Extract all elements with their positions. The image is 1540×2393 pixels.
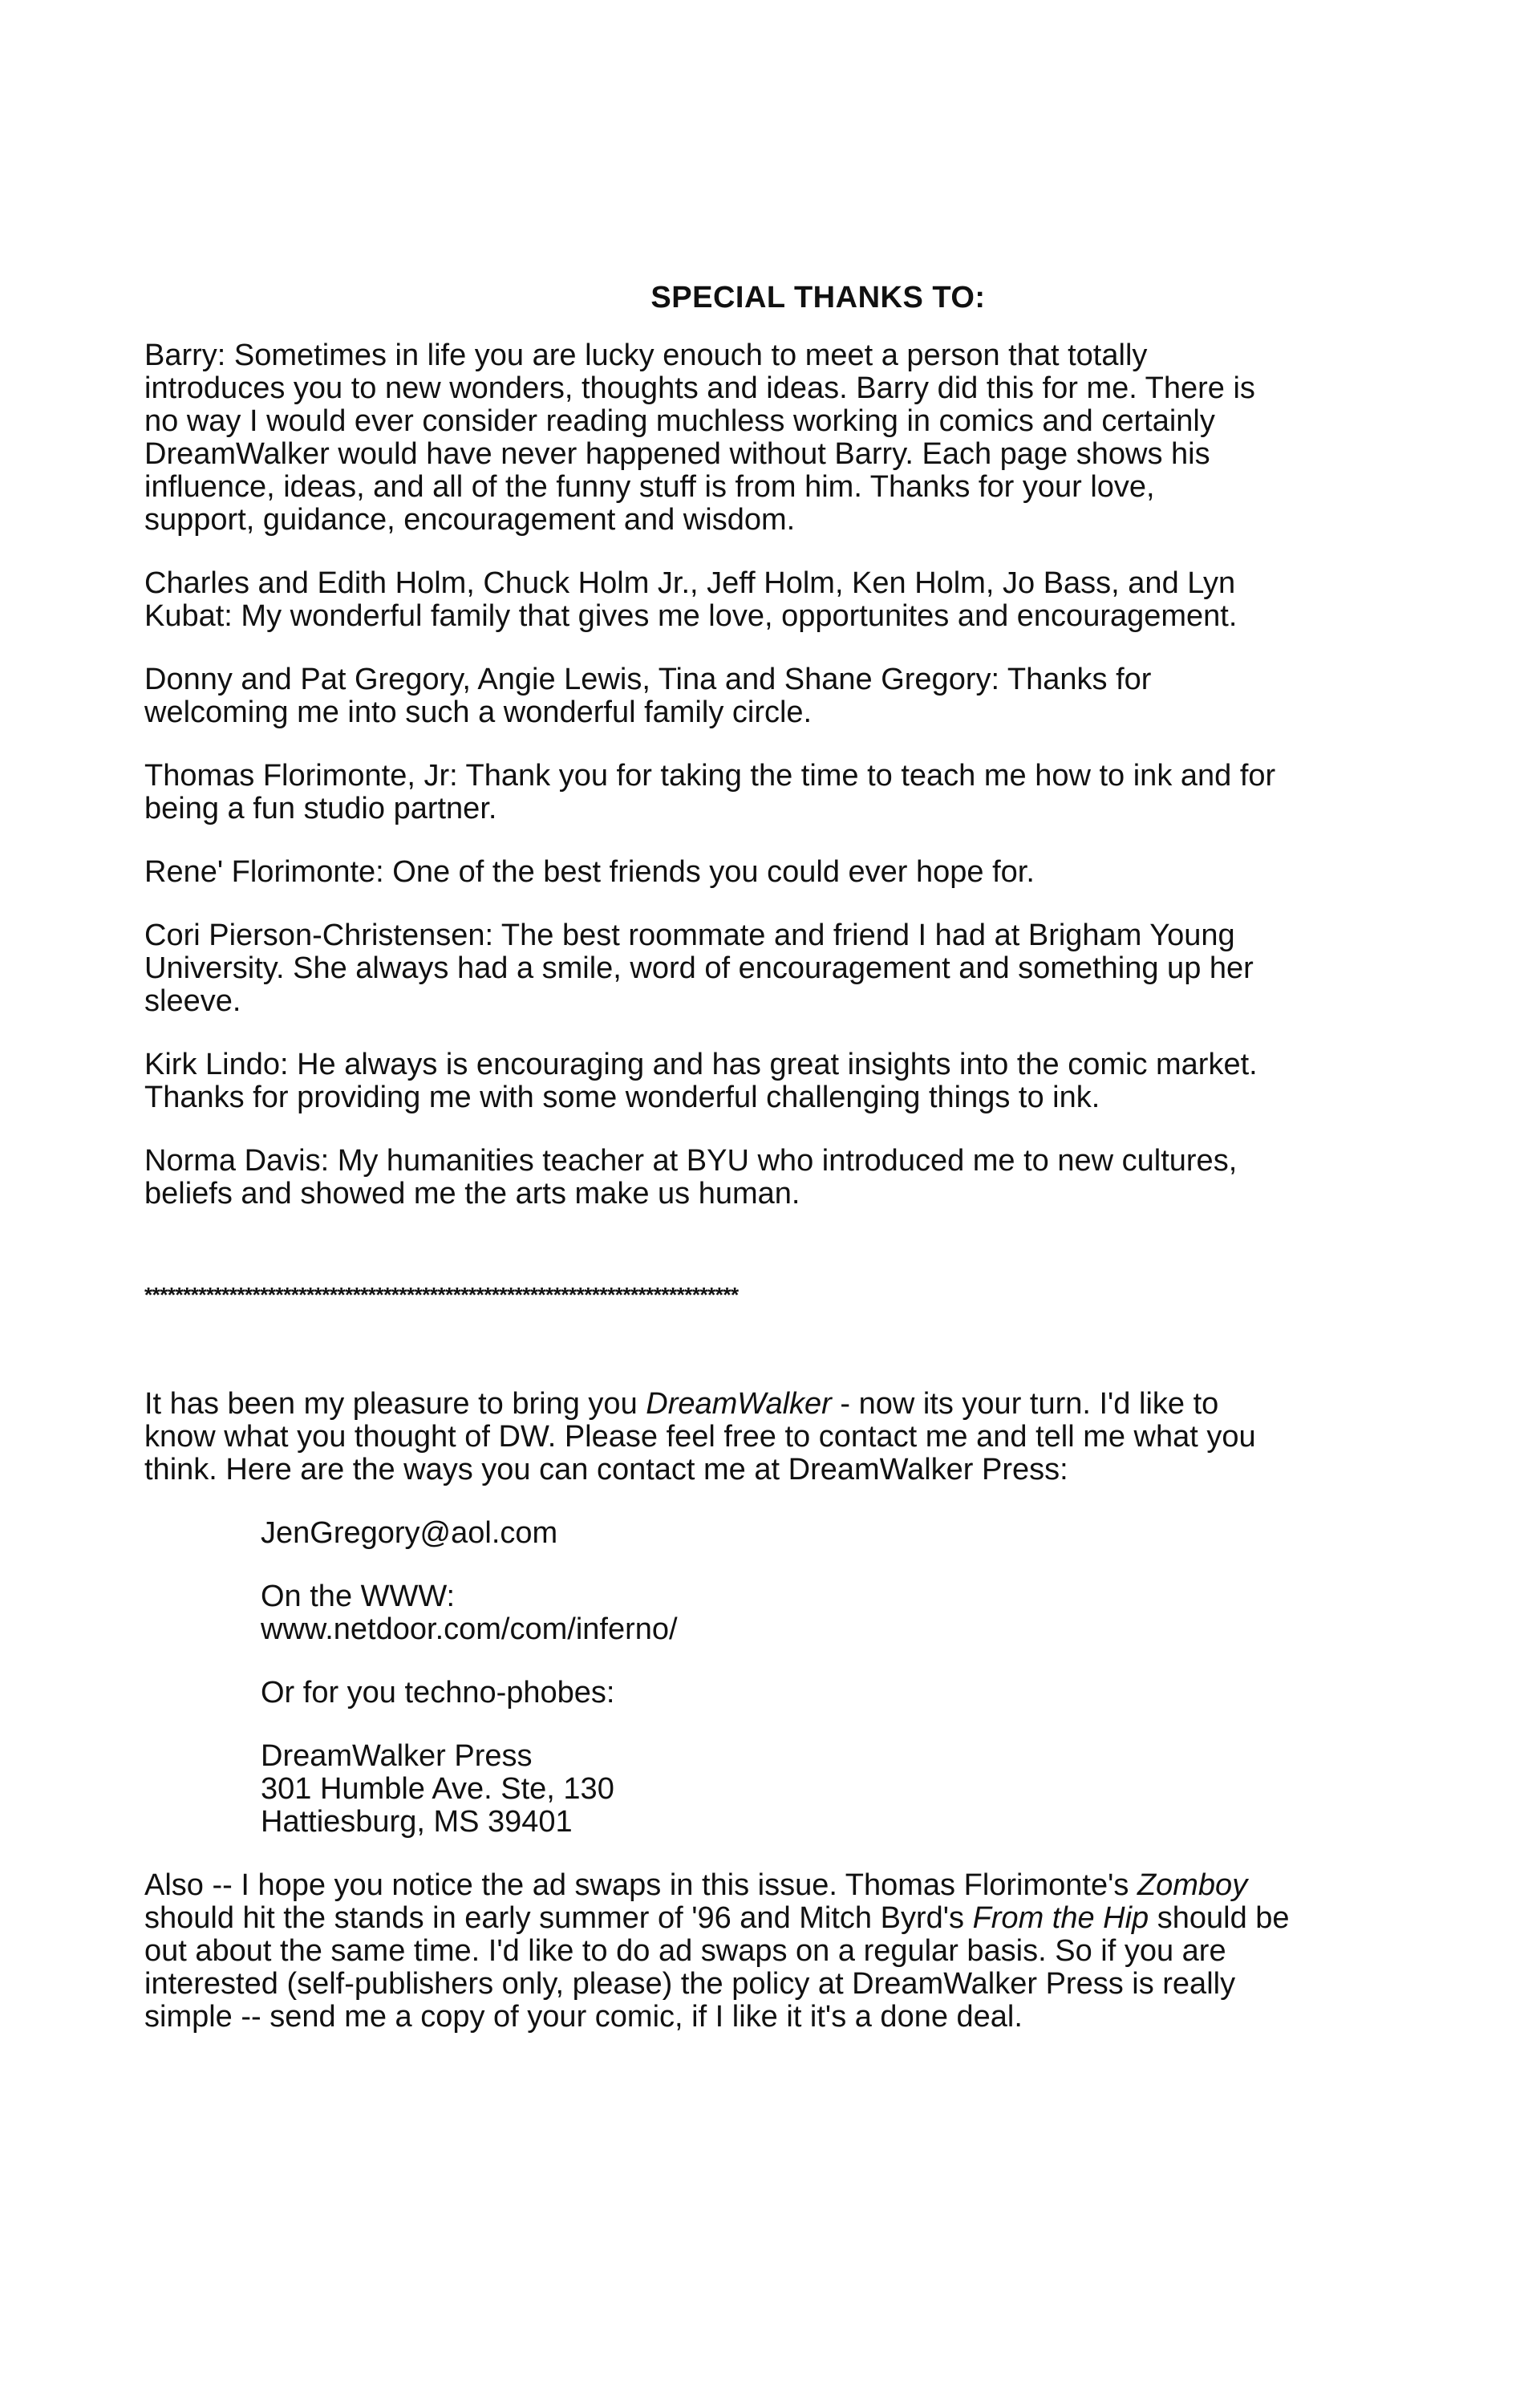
address-line: 301 Humble Ave. Ste, 130 (261, 1772, 614, 1806)
text-line: Barry: Sometimes in life you are lucky enouch to meet a person that totally (144, 339, 1148, 372)
text-line (144, 1388, 1444, 1421)
text-line: DreamWalker would have never happened without Barry. Each page shows his (144, 437, 1210, 471)
contact-www (261, 1580, 1444, 1646)
thanks-norma-davis (144, 1145, 1444, 1211)
text-line: University. She always had a smile, word of encouragement and something up her (144, 951, 1254, 985)
techno-phobes-label: Or for you techno-phobes: (261, 1676, 615, 1710)
page-heading: SPECIAL THANKS TO: (650, 281, 986, 314)
text-line: Rene' Florimonte: One of the best friends you could ever hope for. (144, 855, 1035, 889)
thanks-thomas-florimonte (144, 760, 1444, 825)
text-line: Kirk Lindo: He always is encouraging and has great insights into the comic market. (144, 1048, 1258, 1081)
thanks-kirk-lindo (144, 1048, 1444, 1114)
text-line: welcoming me into such a wonderful family circle. (144, 696, 813, 729)
text-line: Kubat: My wonderful family that gives me love, opportunites and encouragement. (144, 599, 1238, 633)
intro-paragraph (144, 1388, 1444, 1486)
title-zomboy: Zomboy (1137, 1868, 1248, 1902)
address-line: DreamWalker Press (261, 1739, 533, 1773)
thanks-gregory-family (144, 663, 1444, 729)
title-from-the-hip: From the Hip (972, 1901, 1149, 1935)
text-run: - now its your turn. I'd like to (831, 1387, 1219, 1421)
thanks-holm-family (144, 567, 1444, 633)
text-line: Charles and Edith Holm, Chuck Holm Jr., Jeff Holm, Ken Holm, Jo Bass, and Lyn (144, 566, 1236, 600)
text-line: think. Here are the ways you can contact me at DreamWalker Press: (144, 1453, 1068, 1486)
text-line: Thomas Florimonte, Jr: Thank you for taking the time to teach me how to ink and for (144, 759, 1276, 793)
text-line: no way I would ever consider reading muchless working in comics and certainly (144, 404, 1215, 438)
thanks-barry (144, 339, 1444, 537)
contact-email: JenGregory@aol.com (261, 1516, 558, 1550)
www-label: On the WWW: (261, 1580, 456, 1613)
text-run: Also -- I hope you notice the ad swaps in this issue. Thomas Florimonte's (144, 1868, 1137, 1902)
text-line: introduces you to new wonders, thoughts and ideas. Barry did this for me. There is (144, 371, 1255, 405)
text-run: It has been my pleasure to bring you (144, 1387, 646, 1421)
text-line: being a fun studio partner. (144, 792, 497, 825)
www-url: www.netdoor.com/com/inferno/ (261, 1612, 678, 1646)
text-line: support, guidance, encouragement and wisdom. (144, 503, 796, 537)
closing-paragraph (144, 1869, 1444, 2034)
text-line (144, 1869, 1444, 1902)
asterisk-separator: ***************************************************************************** (144, 1283, 739, 1307)
text-line: interested (self-publishers only, please) the policy at DreamWalker Press is really (144, 1967, 1236, 2001)
thanks-rene-florimonte (144, 856, 1444, 889)
text-line: out about the same time. I'd like to do ad swaps on a regular basis. So if you are (144, 1934, 1226, 1968)
document-page (144, 281, 1444, 2064)
text-line: Donny and Pat Gregory, Angie Lewis, Tina and Shane Gregory: Thanks for (144, 663, 1152, 696)
contact-block (144, 1517, 1444, 1839)
mailing-address (261, 1740, 1444, 1839)
text-line: Thanks for providing me with some wonderful challenging things to ink. (144, 1081, 1100, 1114)
text-run: should be (1149, 1901, 1290, 1935)
text-line: know what you thought of DW. Please feel free to contact me and tell me what you (144, 1420, 1256, 1454)
text-line: influence, ideas, and all of the funny stuff is from him. Thanks for your love, (144, 470, 1155, 504)
address-line: Hattiesburg, MS 39401 (261, 1805, 573, 1839)
text-line: Cori Pierson-Christensen: The best roommate and friend I had at Brigham Young (144, 919, 1235, 952)
text-line (144, 1902, 1444, 1935)
text-line: sleeve. (144, 984, 241, 1018)
text-line: beliefs and showed me the arts make us human. (144, 1177, 800, 1211)
title-dreamwalker: DreamWalker (646, 1387, 832, 1421)
thanks-cori-pierson (144, 919, 1444, 1018)
text-line: simple -- send me a copy of your comic, if I like it it's a done deal. (144, 2000, 1023, 2034)
text-run: should hit the stands in early summer of '96 and Mitch Byrd's (144, 1901, 973, 1935)
text-line: Norma Davis: My humanities teacher at BYU who introduced me to new cultures, (144, 1144, 1238, 1178)
